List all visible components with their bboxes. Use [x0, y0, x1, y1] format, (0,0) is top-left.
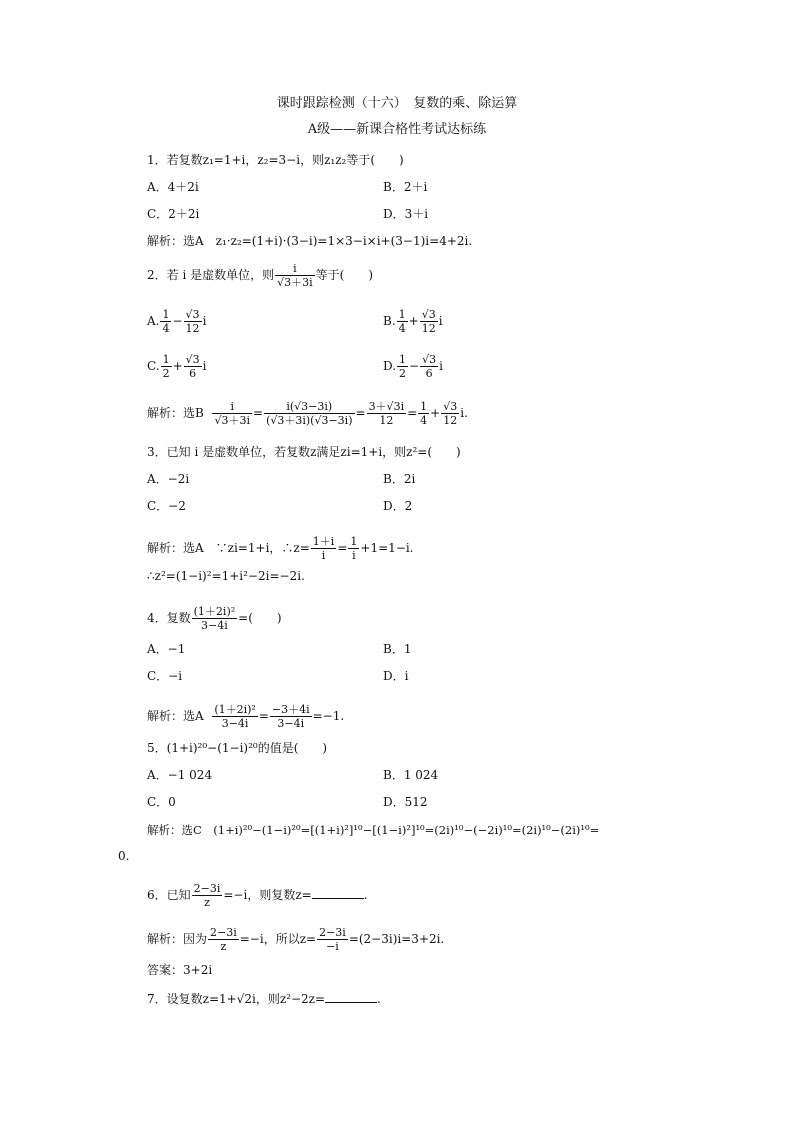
q4-analysis-frac1: [212, 703, 258, 730]
frac-den: 12: [185, 322, 200, 335]
q2-analysis: 解析：选B $\frac{i}{√3+3i}$ = $\frac{i(√3-3i)}{(√3+3i)(√3-3i)}$ = $\frac{3+√3i}{12}$ = $\frac{1}{4}$ + $\frac{√3}{12}$ i.: [147, 400, 468, 427]
q3-analysis-pre: 解析：选A ∵zi=1+i，∴z=: [147, 541, 310, 555]
q6-stem: [147, 882, 368, 909]
frac-num: i(√3−3i): [264, 400, 354, 414]
q4-analysis-frac2: [270, 703, 312, 730]
q4-option-a: A．−1: [147, 642, 186, 656]
q7-stem-text: 7．设复数z=1+√2i，则z²−2z=: [147, 992, 326, 1006]
q1-stem: 1．若复数z₁=1+i，z₂=3−i，则z₁z₂等于( ): [147, 153, 404, 167]
q6-analysis-frac1: [208, 926, 239, 953]
q3-analysis-post: +1=1−i.: [360, 541, 414, 555]
q3-option-d: D．2: [383, 499, 413, 513]
q2-analysis-frac4: [418, 400, 429, 427]
page-title: 课时跟踪检测（十六） 复数的乘、除运算: [276, 96, 518, 111]
frac-num: √3: [185, 353, 200, 366]
frac-num: 2−3i: [193, 882, 221, 895]
q2-option-d-frac2: [420, 353, 438, 380]
q4-option-b: B．1: [383, 642, 412, 656]
q6-stem-fraction: [192, 882, 223, 909]
q1-option-a: A．4＋2i: [147, 180, 199, 194]
frac-num: 1: [398, 308, 406, 321]
frac-den: 3−4i: [221, 717, 249, 730]
frac-den: z: [204, 896, 210, 909]
section-subtitle: A级——新课合格性考试达标练: [307, 122, 487, 137]
q2-option-a-tail: i: [202, 314, 207, 328]
q4-stem-post: =( ): [238, 611, 282, 625]
q4-stem-pre: 4．复数: [147, 611, 191, 625]
q2-stem-pre: 2．若 i 是虚数单位，则: [147, 268, 275, 282]
q2-option-b-frac2: [420, 308, 438, 335]
frac-num: √3: [422, 353, 437, 366]
frac-num: 1: [162, 353, 170, 366]
q2-option-d-frac1: [397, 353, 408, 380]
frac-num: √3: [185, 308, 200, 321]
q2-option-c-op: +: [172, 359, 183, 373]
q2-stem-num: i: [275, 262, 315, 276]
frac-den: 2: [399, 367, 407, 380]
q7-answer-blank[interactable]: [325, 990, 377, 1003]
q7-stem-end: .: [377, 992, 381, 1006]
q3-option-a: A．−2i: [147, 472, 190, 486]
frac-den: 4: [162, 322, 170, 335]
frac-num: (1＋2i)²: [193, 605, 236, 618]
frac-den: 12: [421, 322, 436, 335]
q2-option-a-frac1: [160, 308, 171, 335]
q2-option-b-label: B.: [383, 314, 396, 328]
q4-analysis-pre: 解析：选A: [147, 709, 204, 723]
q4-stem: [147, 605, 282, 632]
frac-num: 2−3i: [319, 926, 346, 939]
q6-stem-post: =−i，则复数z=: [223, 888, 312, 902]
q5-option-c: C．0: [147, 795, 176, 809]
q2-option-b-tail: i: [438, 314, 443, 328]
q2-option-d-op: −: [409, 359, 420, 373]
q2-stem-fraction: [275, 262, 315, 289]
q2-analysis-frac5: [441, 400, 459, 427]
q4-stem-fraction: [192, 605, 238, 632]
q2-stem: [147, 262, 373, 289]
q2-analysis-tail: i.: [460, 406, 468, 420]
q3-analysis-line2: ∴z²=(1−i)²=1+i²−2i=−2i.: [147, 569, 305, 583]
frac-num: i: [212, 400, 252, 414]
frac-den: √3＋3i: [214, 414, 250, 427]
q2-option-c: [147, 353, 207, 380]
q2-option-d-tail: i: [439, 359, 443, 373]
q4-option-d: D．i: [383, 669, 409, 683]
q3-option-b: B．2i: [383, 472, 416, 486]
frac-den: z: [220, 940, 227, 953]
frac-den: 6: [425, 367, 433, 380]
q3-analysis-frac1: [311, 535, 337, 562]
q6-stem-end: .: [363, 888, 368, 902]
q3-analysis-frac2: [348, 535, 359, 562]
q2-option-a-frac2: [184, 308, 202, 335]
frac-num: (1＋2i)²: [214, 703, 256, 716]
frac-den: 12: [443, 414, 458, 427]
q2-option-c-label: C.: [147, 359, 160, 373]
frac-num: 1: [162, 308, 170, 321]
q6-analysis-pre: 解析：因为: [147, 932, 208, 946]
q2-option-c-tail: i: [202, 359, 207, 373]
frac-num: 1＋i: [312, 535, 335, 548]
q3-analysis: 解析：选A ∵zi=1+i，∴z= $\frac{1+i}{i}$ = $\frac{1}{i}$ +1=1−i.: [147, 535, 414, 562]
frac-den: −i: [326, 940, 339, 953]
frac-num: 2−3i: [210, 926, 237, 939]
q4-analysis: 解析：选A $\frac{\text{(1＋2i)²}}{3-4i}$ = $\frac{-3+4i}{3-4i}$ =−1.: [147, 703, 345, 730]
q2-option-b-frac1: [397, 308, 408, 335]
q3-option-c: C．−2: [147, 499, 186, 513]
q2-option-b: [383, 308, 443, 335]
frac-num: √3: [421, 308, 436, 321]
frac-den: 12: [379, 414, 394, 427]
q5-option-b: B．1 024: [383, 768, 439, 782]
q2-option-b-op: +: [408, 314, 419, 328]
q2-option-d-label: D.: [383, 359, 397, 373]
q2-option-a-op: −: [172, 314, 183, 328]
q2-analysis-frac2: [264, 400, 354, 427]
q5-stem: 5．(1+i)²⁰−(1−i)²⁰的值是( ): [147, 741, 328, 755]
q7-stem: [147, 990, 381, 1007]
frac-den: i: [321, 549, 326, 562]
q5-analysis: 解析：选C (1+i)²⁰−(1−i)²⁰=[(1+i)²]¹⁰−[(1−i)²]¹⁰=(2i)¹⁰−(−2i)¹⁰=(2i)¹⁰−(2i)¹⁰=: [147, 823, 600, 837]
q4-analysis-post: =−1.: [312, 709, 345, 723]
q6-analysis-post: =(2−3i)i=3+2i.: [348, 932, 445, 946]
frac-num: 3＋√3i: [368, 400, 405, 413]
q2-stem-post: 等于( ): [315, 268, 374, 282]
q6-answer: 答案：3+2i: [147, 963, 213, 977]
frac-den: i: [352, 549, 356, 562]
frac-den: (√3＋3i)(√3−3i): [266, 414, 353, 427]
q1-option-c: C．2＋2i: [147, 207, 200, 221]
q6-answer-blank[interactable]: [312, 886, 364, 899]
frac-den: 3−4i: [277, 717, 305, 730]
q2-stem-den: √3＋3i: [277, 276, 313, 289]
q2-analysis-frac1: [212, 400, 252, 427]
q5-option-d: D．512: [383, 795, 428, 809]
frac-num: 1: [399, 353, 407, 366]
q2-option-c-frac2: [184, 353, 202, 380]
q2-analysis-frac3: [367, 400, 407, 427]
frac-den: 4: [420, 414, 428, 427]
frac-den: 3−4i: [201, 619, 228, 632]
q6-analysis-frac2: [317, 926, 348, 953]
frac-den: 4: [398, 322, 406, 335]
q2-option-a: [147, 308, 206, 335]
q2-option-d: [383, 353, 443, 380]
q1-option-b: B．2＋i: [383, 180, 428, 194]
q3-stem: 3．已知 i 是虚数单位，若复数z满足zi=1+i，则z²=( ): [147, 445, 461, 459]
q2-analysis-pre: 解析：选B: [147, 406, 204, 420]
frac-den: 6: [189, 367, 197, 380]
q6-analysis-mid: =−i，所以z=: [239, 932, 317, 946]
q4-option-c: C．−i: [147, 669, 183, 683]
q5-option-a: A．−1 024: [147, 768, 213, 782]
q5-analysis-cont: 0.: [118, 849, 130, 863]
q2-option-a-label: A.: [147, 314, 160, 328]
q1-analysis: 解析：选A z₁·z₂=(1+i)·(3−i)=1×3−i×i+(3−1)i=4+2i.: [147, 234, 473, 248]
frac-num: 1: [420, 400, 428, 413]
frac-num: 1: [350, 535, 358, 548]
frac-den: 2: [162, 367, 170, 380]
q6-analysis: [147, 926, 444, 953]
frac-num: −3＋4i: [271, 703, 310, 716]
q6-stem-pre: 6．已知: [147, 888, 191, 902]
q1-option-d: D．3＋i: [383, 207, 429, 221]
q2-option-c-frac1: [161, 353, 172, 380]
frac-num: √3: [443, 400, 458, 413]
